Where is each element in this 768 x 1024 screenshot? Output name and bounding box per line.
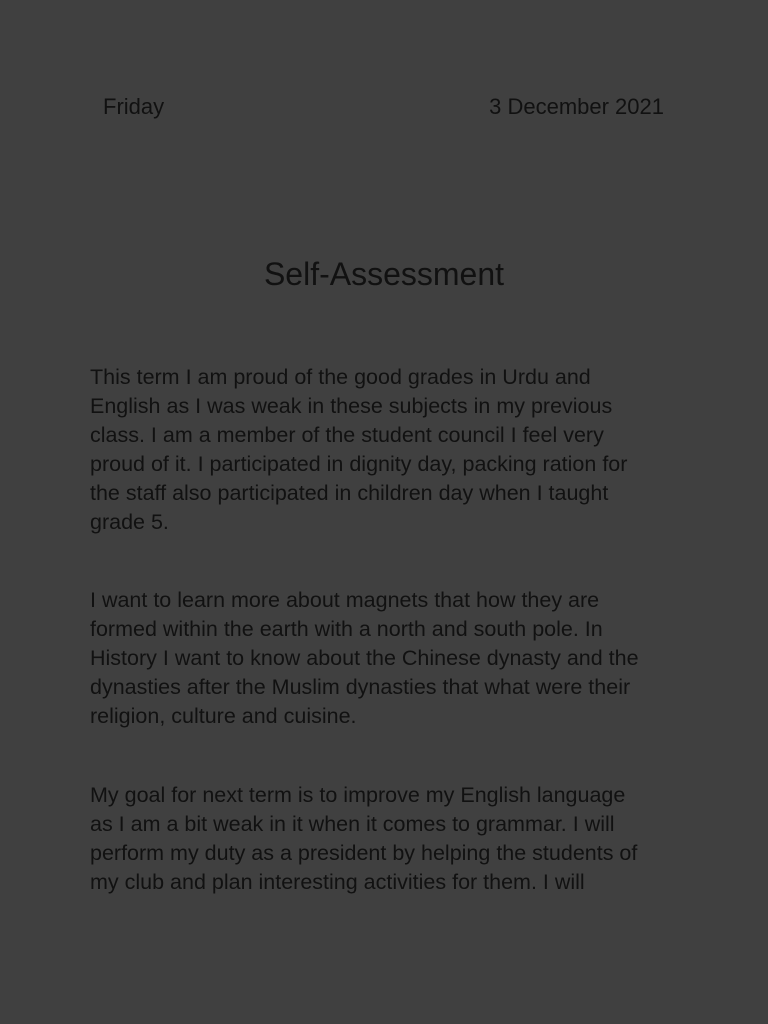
text-line: as I am a bit weak in it when it comes to grammar. I will: [90, 812, 615, 836]
text-line: dynasties after the Muslim dynasties that what were their: [90, 675, 631, 699]
paragraph-next-term-goals: [90, 781, 637, 897]
text-line: my club and plan interesting activities for them. I will: [90, 870, 585, 894]
text-line: I want to learn more about magnets that how they are: [90, 588, 600, 612]
paragraph-learning-goals: [90, 586, 639, 731]
text-line: the staff also participated in children day when I taught: [90, 481, 609, 505]
text-line: proud of it. I participated in dignity day, packing ration for: [90, 452, 628, 476]
date-label: 3 December 2021: [489, 94, 664, 119]
text-line: perform my duty as a president by helping the students of: [90, 841, 638, 865]
text-line: religion, culture and cuisine.: [90, 704, 357, 728]
document-title: Self-Assessment: [263, 256, 505, 292]
paragraph-achievements: [90, 363, 627, 537]
text-line: This term I am proud of the good grades in Urdu and: [90, 365, 591, 389]
text-line: My goal for next term is to improve my English language: [90, 783, 626, 807]
text-line: grade 5.: [90, 510, 169, 534]
text-line: formed within the earth with a north and south pole. In: [90, 617, 603, 641]
text-line: English as I was weak in these subjects in my previous: [90, 394, 613, 418]
text-line: History I want to know about the Chinese dynasty and the: [90, 646, 639, 670]
day-label: Friday: [103, 94, 165, 119]
text-line: class. I am a member of the student council I feel very: [90, 423, 604, 447]
